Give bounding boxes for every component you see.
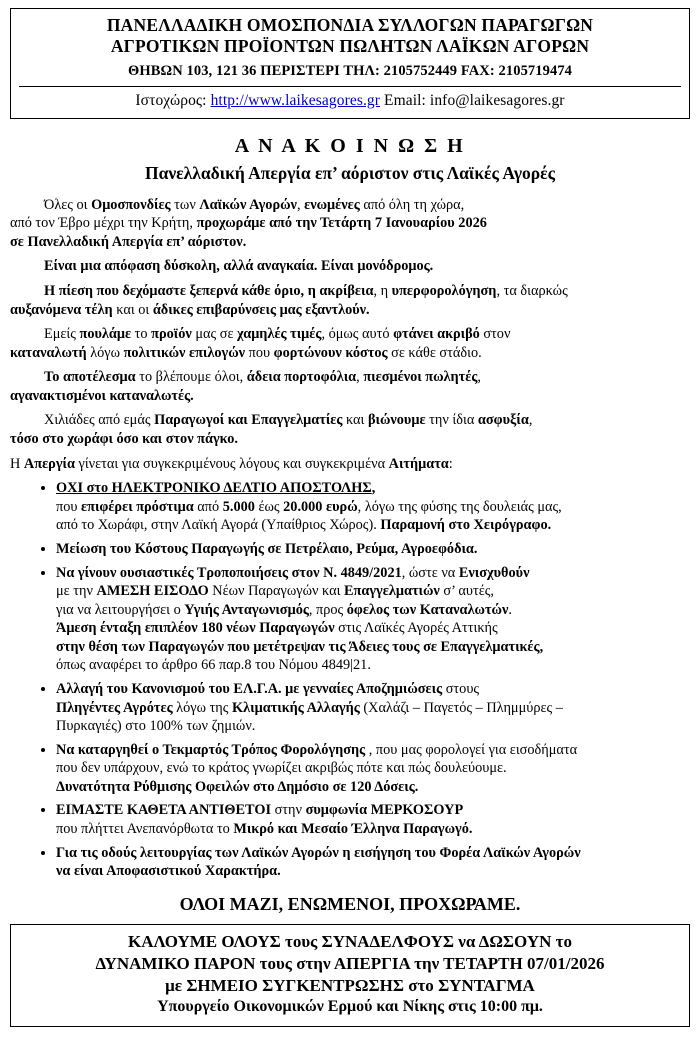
text-run: που πλήττει Ανεπανόρθωτα το [56,821,234,838]
organization-web-line [19,92,681,110]
text-run-bold: φορτώνουν κόστος [273,344,388,361]
list-item [56,680,690,736]
text-run: με [165,976,187,996]
text-run-bold: Μείωση του Κόστους Παραγωγής σε Πετρέλαιο, Ρεύμα, Αγροεφόδια. [56,540,478,557]
text-run: Χιλιάδες από εμάς [44,412,155,429]
text-run: Όλες οι [44,196,92,213]
text-run: το [551,932,572,952]
paragraph-6 [10,411,690,448]
text-run-bold: αγανακτισμένοι καταναλωτές. [10,387,194,404]
text-run-bold: Αιτήματα [388,455,449,472]
list-item [56,741,690,797]
cta-line-4: Υπουργείο Οικονομικών Ερμού και Νίκης στις 10:00 πμ. [157,998,543,1016]
text-run: , λόγω της φύσης της δουλειάς μας, [357,498,562,515]
text-run-bold: 5.000 [222,498,255,515]
text-run-bold: Άμεση ένταξη επιπλέον 180 νέων Παραγωγών [56,620,335,637]
text-run-bold: καταναλωτή [10,344,87,361]
text-run: Πυρκαγιές) στο 100% των ζημιών. [56,718,256,735]
text-run: που [245,344,274,361]
text-run: , [528,412,533,429]
list-item [56,801,690,838]
text-run: λόγω [86,344,124,361]
text-run-bold: ΑΜΕΣΗ ΕΙΣΟΔΟ [96,583,209,600]
text-run: τους στην [255,954,334,974]
text-run-bold: αυξανόμενα τέλη [10,301,113,318]
text-run-bold: Παραμονή στο Χειρόγραφο. [380,517,552,534]
text-run-bold: ΣΥΝΤΑΓΜΑ [438,976,535,996]
text-run: από το Χωράφι, στην Λαϊκή Αγορά (Υπαίθριος Χώρος). [56,517,381,534]
text-run: που δεν υπάρχουν, ενώ το κράτος γνωρίζει ακριβώς πότε και πώς δουλεύουμε. [56,760,507,777]
text-run-bold: βιώνουμε [367,412,426,429]
text-run: όπως αναφέρει το άρθρο 66 παρ.8 του Νόμου 4849|21. [56,657,371,674]
text-run-bold: Παραγωγοί και Επαγγελματίες [154,412,343,429]
text-run: στο [403,976,439,996]
text-run-bold: Να καταργηθεί ο Τεκμαρτός Τρόπος Φορολόγησης [56,741,366,758]
text-run-bold: ΔΩΣΟΥΝ [478,932,552,952]
text-run: έως [254,498,284,515]
text-run-bold: 20.000 ευρώ [283,498,358,515]
text-run-bold: ΑΠΕΡΓΙΑ [333,954,410,974]
text-run-bold: Είναι μια απόφαση δύσκολη, αλλά αναγκαία. Είναι μονόδρομος. [44,258,434,275]
text-run-bold: επιφέρει πρόστιμα [81,498,194,515]
text-run-bold: , [371,480,376,497]
text-run: στον [479,326,511,343]
text-run: , [356,369,364,386]
text-run: τους [280,932,322,952]
text-run: και [342,412,368,429]
text-run: γίνεται για συγκεκριμένους λόγους και συγκεκριμένα [74,455,389,472]
text-run: (Χαλάζι – Παγετός – Πλημμύρες – [359,699,563,716]
text-run-underline: ΟΧΙ στο ΗΛΕΚΤΡΟΝΙΚΟ ΔΕΛΤΙΟ ΑΠΟΣΤΟΛΗΣ [56,480,372,497]
list-item [56,564,690,675]
text-run: την ίδια [425,412,478,429]
cta-line-2 [17,953,683,975]
demands-list [10,479,690,881]
text-run-bold: Μικρό και Μεσαίο Έλληνα Παραγωγό. [233,821,473,838]
closing-slogan: ΟΛΟΙ ΜΑΖΙ, ΕΝΩΜΕΝΟΙ, ΠΡΟΧΩΡΑΜΕ. [179,893,521,914]
text-run: για να λειτουργήσει ο [56,601,185,618]
text-run-bold: τόσο στο χωράφι όσο και στον πάγκο. [10,431,238,448]
website-label: Ιστοχώρος: [135,91,207,109]
website-link[interactable]: http://www.laikesagores.gr [210,91,381,109]
text-run-bold: προχωράμε από την Τετάρτη 7 Ιανουαρίου 2026 [196,215,487,232]
text-run-bold: Κλιματικής Αλλαγής [232,699,360,716]
text-run-bold: φτάνει ακριβό [393,326,480,343]
letterhead-box [10,8,690,119]
text-run-bold: σε Πανελλαδική Απεργία επ’ αόριστον. [10,233,247,250]
text-run: και οι [112,301,153,318]
text-run: Νέων Παραγωγών και [208,583,345,600]
text-run-bold: συμφωνία ΜΕΡΚΟΣΟΥΡ [305,802,464,819]
document-title: Α Ν Α Κ Ο Ι Ν Ω Σ Η [234,134,466,157]
text-run-bold: Ενισχυθούν [458,564,530,581]
text-run: λόγω της [172,699,233,716]
text-run-bold: όφελος των Καταναλωτών [346,601,509,618]
text-run-bold: Για τις οδούς λειτουργίας των Λαϊκών Αγορών η εισήγηση του Φορέα Λαϊκών Αγορών [56,844,581,861]
text-run: από όλη τη χώρα, [359,196,465,213]
text-run-bold: Ομοσπονδίες [91,196,171,213]
text-run-bold: ΚΑΛΟΥΜΕ ΟΛΟΥΣ [128,932,281,952]
text-run-bold: υπερφορολόγηση [391,283,497,299]
text-run: , [296,196,305,213]
text-run-bold: ΔΥΝΑΜΙΚΟ ΠΑΡΟΝ [95,954,256,974]
text-run-bold: Να γίνουν ουσιαστικές Τροποποιήσεις στον Ν. 4849/2021 [56,564,402,581]
paragraph-7 [10,455,690,474]
text-run: μας σε [191,326,238,343]
text-run-bold: ΤΕΤΑΡΤΗ 07/01/2026 [443,954,605,974]
text-run: σ’ αυτές, [439,583,494,600]
text-run: . [508,601,512,618]
text-run-bold: ασφυξία [477,412,529,429]
text-run-bold: πουλάμε [79,326,132,343]
text-run-bold: πιεσμένοι πωλητές [363,369,478,386]
text-run: , προς [308,601,347,618]
text-run-bold: Η πίεση που δεχόμαστε ξεπερνά κάθε όριο, η ακρίβεια [44,283,374,299]
text-run-bold: ενωμένες [304,196,360,213]
text-run: την [409,954,444,974]
list-item [56,540,690,559]
text-run-bold: Το αποτέλεσμα [44,369,136,386]
text-run: : [448,455,453,472]
text-run-bold: Επαγγελματιών [344,583,440,600]
organization-name-line-1: ΠΑΝΕΛΛΑΔΙΚΗ ΟΜΟΣΠΟΝΔΙΑ ΣΥΛΛΟΓΩΝ ΠΑΡΑΓΩΓΩΝ [106,15,594,35]
organization-contact-line: ΘΗΒΩΝ 103, 121 36 ΠΕΡΙΣΤΕΡΙ ΤΗΛ: 2105752449 FAX: 2105719474 [127,62,573,79]
text-run: να [454,932,479,952]
text-run-bold: ΣΥΝΑΔΕΛΦΟΥΣ [321,932,454,952]
text-run: Η [10,455,24,472]
text-run: σε κάθε στάδιο. [387,344,482,361]
text-run: , όμως αυτό [321,326,394,343]
text-run-bold: Λαϊκών Αγορών [199,196,297,213]
call-to-action-box [10,924,690,1027]
text-run-bold: Αλλαγή του Κανονισμού του ΕΛ.Γ.Α. με γενναίες Αποζημιώσεις [56,680,443,697]
paragraph-2 [10,257,690,276]
text-run: που [56,498,82,515]
text-run-bold: Υγιής Ανταγωνισμός [184,601,309,618]
text-run-bold: ΕΙΜΑΣΤΕ ΚΑΘΕΤΑ ΑΝΤΙΘΕΤΟΙ [56,802,272,819]
text-run: , τα διαρκώς [496,283,568,299]
email-label: Email: info@laikesagores.gr [384,91,565,109]
text-run: , [477,369,481,386]
paragraph-5 [10,368,690,405]
text-run: στην [271,802,306,819]
text-run-bold: χαμηλές τιμές [237,326,322,343]
paragraph-4 [10,325,690,362]
list-item [56,479,690,535]
text-run: από [193,498,223,515]
text-run-bold: να είναι Αποφασιστικού Χαρακτήρα. [56,863,281,880]
text-run: με την [56,583,97,600]
text-run: στις Λαϊκές Αγορές Αττικής [334,620,498,637]
text-run-bold: άδεια πορτοφόλια [246,369,357,386]
text-run: το [131,326,152,343]
text-run-bold: Πληγέντες Αγρότες [56,699,173,716]
text-run: , ώστε να [401,564,459,581]
paragraph-1 [10,196,690,252]
text-run-bold: ΣΗΜΕΙΟ ΣΥΓΚΕΝΤΡΩΣΗΣ [186,976,404,996]
text-run-bold: προϊόν [151,326,192,343]
document-subtitle: Πανελλαδική Απεργία επ’ αόριστον στις Λαϊκές Αγορές [144,162,556,183]
cta-line-1 [17,931,683,953]
organization-name-line-2: ΑΓΡΟΤΙΚΩΝ ΠΡΟΪΟΝΤΩΝ ΠΩΛΗΤΩΝ ΛΑΪΚΩΝ ΑΓΟΡΩΝ [110,36,590,57]
text-run: το βλέπουμε όλοι, [135,369,247,386]
list-item [56,844,690,881]
paragraph-3 [10,282,690,319]
text-run-bold: πολιτικών επιλογών [123,344,246,361]
text-run: από τον Έβρο μέχρι την Κρήτη, [10,215,197,232]
cta-line-3 [17,975,683,997]
header-divider [19,86,681,87]
document-body [10,196,690,1028]
text-run-bold: άδικες επιβαρύνσεις μας εξαντλούν. [152,301,370,318]
text-run: των [170,196,200,213]
text-run: , η [373,283,392,299]
text-run: στους [442,680,480,697]
text-run: , που μας φορολογεί για εισοδήματα [365,741,578,758]
text-run: Εμείς [44,326,80,343]
text-run-bold: Απεργία [23,455,75,472]
text-run-bold: στην θέση των Παραγωγών που μετέτρεψαν τις Άδειες τους σε Επαγγελματικές, [56,638,544,655]
text-run-bold: Δυνατότητα Ρύθμισης Οφειλών στο Δημόσιο σε 120 Δόσεις. [56,778,419,795]
